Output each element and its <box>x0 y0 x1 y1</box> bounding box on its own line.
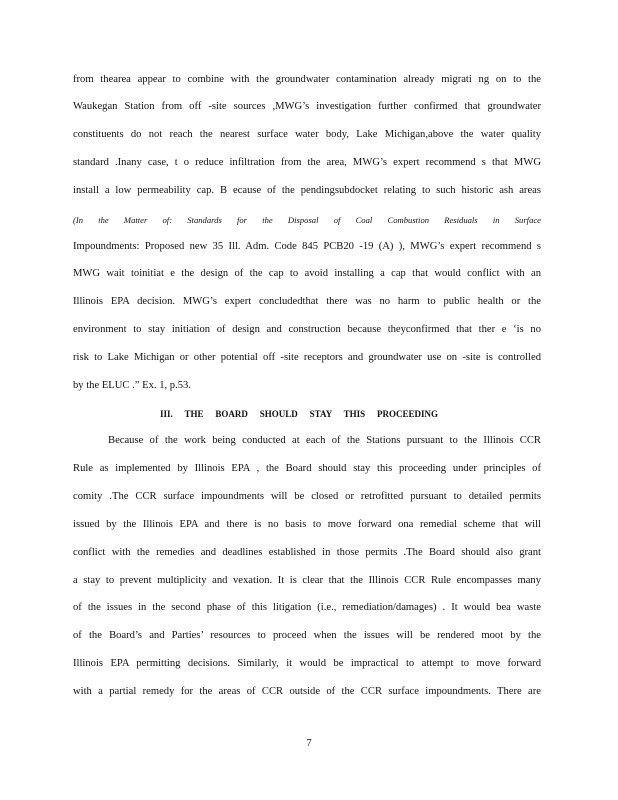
text-line: Waukegan Station from off -site sources ,MWG’s investigation further confirmed that groundwater <box>73 101 541 112</box>
section-heading: III. THE BOARD SHOULD STAY THIS PROCEEDING <box>160 409 438 419</box>
text-line: standard .Inany case, t o reduce infiltration from the area, MWG’s expert recommend s that MWG <box>73 157 541 168</box>
text-line: with a partial remedy for the areas of CCR outside of the CCR surface impoundments. There are <box>73 686 541 697</box>
text-line: from thearea appear to combine with the groundwater contamination already migrati ng on to the <box>73 74 541 85</box>
text-line: risk to Lake Michigan or other potential off -site receptors and groundwater use on -site is controlled <box>73 352 541 363</box>
text-line: Illinois EPA decision. MWG’s expert concludedthat there was no harm to public health or the <box>73 296 541 307</box>
text-line: by the ELUC .” Ex. 1, p.53. <box>73 380 191 391</box>
citation-line: (In the Matter of: Standards for the Disposal of Coal Combustion Residuals in Surface <box>73 215 541 225</box>
text-line: a stay to prevent multiplicity and vexation. It is clear that the Illinois CCR Rule encompasses many <box>73 575 541 586</box>
text-line: Because of the work being conducted at each of the Stations pursuant to the Illinois CCR <box>108 435 541 446</box>
text-line: Rule as implemented by Illinois EPA , the Board should stay this proceeding under principles of <box>73 463 541 474</box>
text-line: issued by the Illinois EPA and there is no basis to move forward ona remedial scheme that will <box>73 519 541 530</box>
text-line: constituents do not reach the nearest surface water body, Lake Michigan,above the water quality <box>73 129 541 140</box>
text-line: of the issues in the second phase of this litigation (i.e., remediation/damages) . It would bea waste <box>73 602 541 613</box>
text-line: environment to stay initiation of design and construction because theyconfirmed that ther e ‘is no <box>73 324 541 335</box>
text-line: comity .The CCR surface impoundments will be closed or retrofitted pursuant to detailed permits <box>73 491 541 502</box>
text-line: Impoundments: Proposed new 35 Ill. Adm. Code 845 PCB20 -19 (A) ), MWG’s expert recommend s <box>73 241 541 252</box>
text-line: conflict with the remedies and deadlines established in those permits .The Board should also grant <box>73 547 541 558</box>
text-line: MWG wait toinitiat e the design of the cap to avoid installing a cap that would conflict with an <box>73 268 541 279</box>
text-line: of the Board’s and Parties’ resources to proceed when the issues will be rendered moot by the <box>73 630 541 641</box>
text-line: Illinois EPA permitting decisions. Similarly, it would be impractical to attempt to move forward <box>73 658 541 669</box>
text-line: install a low permeability cap. B ecause of the pendingsubdocket relating to such historic ash areas <box>73 185 541 196</box>
page-number: 7 <box>306 738 312 749</box>
